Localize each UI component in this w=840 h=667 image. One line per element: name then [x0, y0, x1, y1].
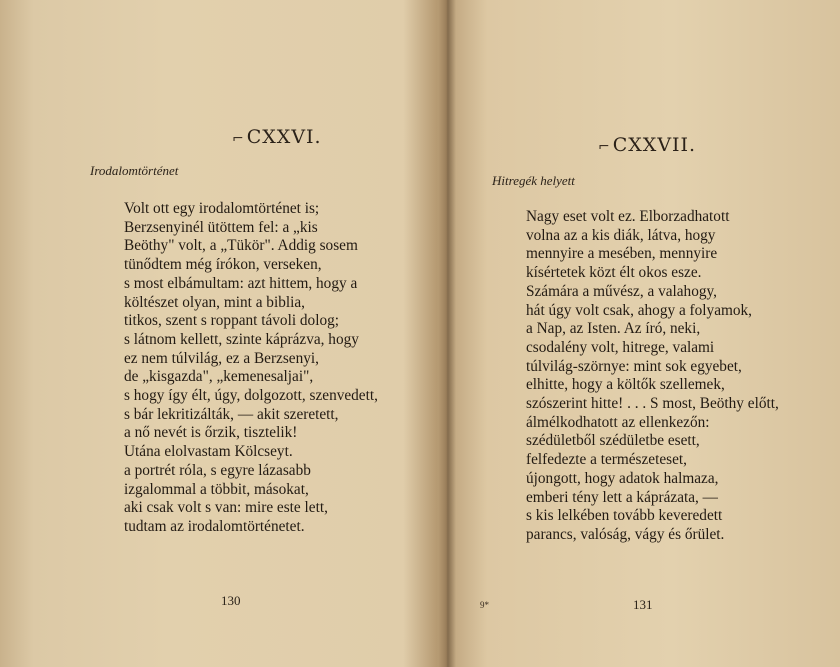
poem-line: titkos, szent s roppant távoli dolog; [124, 312, 339, 330]
chapter-number: CXXVI. [246, 126, 322, 148]
poem-line: tünődtem még írókon, verseken, [124, 256, 322, 274]
poem-line: költészet olyan, mint a biblia, [124, 293, 305, 311]
pencil-mark-icon: ⌐ [598, 139, 611, 155]
pencil-mark-icon: ⌐ [232, 131, 245, 147]
poem-line: a Nap, az Isten. Az író, neki, [526, 320, 701, 338]
poem-line: Berzsenyinél ütöttem fel: a „kis [124, 218, 318, 236]
printer-signature: 9* [480, 600, 489, 610]
poem-line: szédületből szédületbe esett, [526, 432, 700, 450]
page-number-right: 131 [633, 597, 653, 612]
poem-line: újongott, hogy adatok halmaza, [526, 469, 719, 487]
poem-line: mennyire a mesében, mennyire [526, 245, 718, 263]
poem-line: Számára a művész, a valahogy, [526, 282, 717, 300]
poem-right [526, 208, 779, 545]
poem-line: izgalommal a többit, másokat, [124, 480, 309, 498]
poem-line: emberi tény lett a káprázata, — [526, 488, 718, 506]
right-page [448, 0, 840, 667]
page-number-left: 130 [221, 593, 241, 608]
poem-line: s bár lekritizálták, — akit szeretett, [124, 405, 339, 423]
poem-line: ez nem túlvilág, ez a Berzsenyi, [124, 349, 319, 367]
poem-line: elhitte, hogy a költők szellemek, [526, 376, 725, 394]
poem-line: Beöthy" volt, a „Tükör". Addig sosem [124, 237, 358, 255]
poem-line: a portrét róla, s egyre lázasabb [124, 461, 311, 479]
poem-line: álmélkodhatott az ellenkezőn: [526, 413, 710, 431]
chapter-number: CXXVII. [612, 134, 697, 156]
poem-line: s kis lelkében tovább keveredett [526, 507, 723, 525]
poem-line: Utána elolvastam Kölcseyt. [124, 443, 293, 461]
poem-line: hát úgy volt csak, ahogy a folyamok, [526, 301, 753, 319]
poem-line: csodalény volt, hitrege, valami [526, 338, 715, 356]
poem-line: túlvilág-szörnye: mint sok egyebet, [526, 357, 742, 375]
poem-left [124, 200, 378, 537]
poem-line: felfedezte a természeteset, [526, 451, 687, 469]
chapter-heading-left [232, 126, 322, 148]
poem-line: tudtam az irodalomtörténetet. [124, 517, 305, 535]
poem-line: parancs, valóság, vágy és őrület. [526, 525, 725, 543]
poem-line: s hogy így élt, úgy, dolgozott, szenvedett, [124, 387, 378, 405]
poem-line: de „kisgazda", „kemenesaljai", [124, 368, 314, 386]
poem-line: aki csak volt s van: mire este lett, [124, 499, 328, 517]
chapter-subtitle-left: Irodalomtörténet [90, 163, 179, 178]
poem-line: s most elbámultam: azt hittem, hogy a [124, 274, 358, 292]
chapter-heading-right [598, 134, 696, 156]
poem-line: a nő nevét is őrzik, tisztelik! [124, 424, 298, 442]
chapter-subtitle-right: Hitregék helyett [492, 173, 575, 188]
poem-line: s látnom kellett, szinte káprázva, hogy [124, 330, 359, 348]
poem-line: volna az a kis diák, látva, hogy [526, 226, 716, 244]
poem-line: Nagy eset volt ez. Elborzadhatott [526, 208, 730, 225]
poem-line: Volt ott egy irodalomtörténet is; [124, 200, 320, 217]
poem-line: szószerint hitte! . . . S most, Beöthy előtt, [526, 395, 779, 413]
poem-line: kísértetek közt élt okos esze. [526, 264, 702, 282]
